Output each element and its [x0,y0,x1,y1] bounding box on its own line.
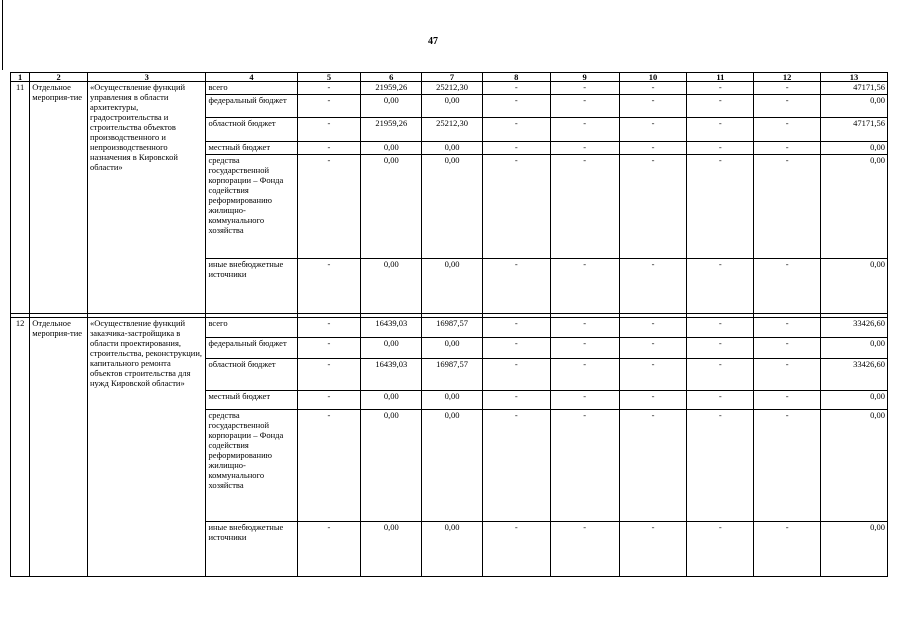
funding-source: средства государственной корпорации – Фонда содействия реформированию жилищно-коммунального хозяйства [206,155,297,259]
value-cell-c11: - [687,359,754,391]
value-cell-c6: 0,00 [361,259,422,314]
value-cell-c6: 16439,03 [361,318,422,338]
value-cell-c5: - [297,391,361,410]
value-cell-c9: - [550,95,619,118]
table-row [11,318,888,338]
funding-source: местный бюджет [206,142,297,155]
value-cell-c13: 0,00 [821,259,888,314]
value-cell-c12: - [754,359,821,391]
value-cell-c10: - [619,95,687,118]
page-edge-line [2,0,3,70]
value-cell-c8: - [482,82,550,95]
value-cell-c11: - [687,410,754,522]
value-cell-c8: - [482,259,550,314]
value-cell-c7: 25212,30 [422,118,483,142]
value-cell-c11: - [687,95,754,118]
value-cell-c7: 0,00 [422,522,483,577]
value-cell-c10: - [619,82,687,95]
value-cell-c13: 0,00 [821,155,888,259]
value-cell-c10: - [619,142,687,155]
value-cell-c8: - [482,155,550,259]
value-cell-c13: 33426,60 [821,318,888,338]
value-cell-c5: - [297,338,361,359]
value-cell-c12: - [754,142,821,155]
value-cell-c5: - [297,155,361,259]
table-row [11,82,888,95]
item-number: 11 [11,82,30,314]
col-header: 4 [206,73,297,82]
funding-source: средства государственной корпорации – Фонда содействия реформированию жилищно-коммунального хозяйства [206,410,297,522]
item-name: «Осуществление функций заказчика-застройщика в области проектирования, строительства, реконструкции, капитального ремонта объектов строительства для нужд Кировской области» [87,318,205,577]
value-cell-c9: - [550,82,619,95]
value-cell-c11: - [687,391,754,410]
value-cell-c6: 0,00 [361,410,422,522]
value-cell-c13: 0,00 [821,95,888,118]
value-cell-c7: 0,00 [422,142,483,155]
funding-source: всего [206,82,297,95]
col-header: 10 [619,73,687,82]
col-header: 5 [297,73,361,82]
value-cell-c12: - [754,118,821,142]
item-type: Отдельное мероприя-тие [30,318,88,577]
col-header: 11 [687,73,754,82]
value-cell-c5: - [297,259,361,314]
value-cell-c8: - [482,410,550,522]
value-cell-c13: 47171,56 [821,118,888,142]
item-number: 12 [11,318,30,577]
value-cell-c7: 0,00 [422,391,483,410]
value-cell-c5: - [297,82,361,95]
value-cell-c7: 0,00 [422,410,483,522]
column-number-row [11,73,888,82]
value-cell-c12: - [754,410,821,522]
col-header: 6 [361,73,422,82]
value-cell-c8: - [482,318,550,338]
value-cell-c10: - [619,118,687,142]
value-cell-c5: - [297,118,361,142]
col-header: 3 [87,73,205,82]
value-cell-c11: - [687,522,754,577]
value-cell-c9: - [550,155,619,259]
value-cell-c8: - [482,142,550,155]
value-cell-c12: - [754,338,821,359]
value-cell-c11: - [687,118,754,142]
value-cell-c6: 0,00 [361,95,422,118]
value-cell-c8: - [482,359,550,391]
value-cell-c10: - [619,410,687,522]
col-header: 12 [754,73,821,82]
value-cell-c5: - [297,522,361,577]
value-cell-c13: 0,00 [821,391,888,410]
value-cell-c13: 0,00 [821,338,888,359]
value-cell-c11: - [687,82,754,95]
value-cell-c11: - [687,142,754,155]
value-cell-c12: - [754,95,821,118]
col-header: 2 [30,73,88,82]
value-cell-c10: - [619,338,687,359]
funding-source: местный бюджет [206,391,297,410]
value-cell-c10: - [619,259,687,314]
page-number: 47 [428,36,438,47]
value-cell-c11: - [687,318,754,338]
value-cell-c7: 16987,57 [422,359,483,391]
value-cell-c7: 0,00 [422,338,483,359]
col-header: 9 [550,73,619,82]
value-cell-c13: 47171,56 [821,82,888,95]
value-cell-c13: 0,00 [821,142,888,155]
value-cell-c10: - [619,391,687,410]
value-cell-c7: 0,00 [422,95,483,118]
value-cell-c12: - [754,155,821,259]
value-cell-c9: - [550,118,619,142]
col-header: 7 [422,73,483,82]
value-cell-c13: 33426,60 [821,359,888,391]
value-cell-c7: 25212,30 [422,82,483,95]
value-cell-c9: - [550,391,619,410]
value-cell-c6: 0,00 [361,391,422,410]
value-cell-c12: - [754,318,821,338]
col-header: 13 [821,73,888,82]
value-cell-c11: - [687,155,754,259]
value-cell-c12: - [754,259,821,314]
value-cell-c9: - [550,142,619,155]
value-cell-c8: - [482,522,550,577]
value-cell-c10: - [619,155,687,259]
value-cell-c9: - [550,410,619,522]
funding-source: федеральный бюджет [206,338,297,359]
value-cell-c12: - [754,391,821,410]
value-cell-c9: - [550,259,619,314]
value-cell-c5: - [297,318,361,338]
value-cell-c7: 0,00 [422,259,483,314]
value-cell-c11: - [687,338,754,359]
funding-source: областной бюджет [206,118,297,142]
value-cell-c5: - [297,142,361,155]
value-cell-c6: 0,00 [361,155,422,259]
funding-source: всего [206,318,297,338]
value-cell-c6: 21959,26 [361,82,422,95]
value-cell-c6: 0,00 [361,338,422,359]
value-cell-c8: - [482,95,550,118]
col-header: 1 [11,73,30,82]
value-cell-c7: 0,00 [422,155,483,259]
funding-source: областной бюджет [206,359,297,391]
value-cell-c9: - [550,359,619,391]
value-cell-c9: - [550,522,619,577]
funding-source: иные внебюджетные источники [206,259,297,314]
value-cell-c8: - [482,391,550,410]
item-name: «Осуществление функций управления в области архитектуры, градостроительства и строительства объектов производственного и непроизводственного назначения в Кировской области» [87,82,205,314]
funding-source: иные внебюджетные источники [206,522,297,577]
value-cell-c10: - [619,522,687,577]
value-cell-c5: - [297,410,361,522]
item-type: Отдельное мероприя-тие [30,82,88,314]
value-cell-c10: - [619,359,687,391]
value-cell-c10: - [619,318,687,338]
value-cell-c7: 16987,57 [422,318,483,338]
col-header: 8 [482,73,550,82]
value-cell-c8: - [482,338,550,359]
value-cell-c12: - [754,82,821,95]
value-cell-c6: 0,00 [361,142,422,155]
budget-table [10,72,888,577]
value-cell-c9: - [550,318,619,338]
value-cell-c13: 0,00 [821,522,888,577]
funding-source: федеральный бюджет [206,95,297,118]
value-cell-c6: 16439,03 [361,359,422,391]
value-cell-c9: - [550,338,619,359]
value-cell-c11: - [687,259,754,314]
value-cell-c13: 0,00 [821,410,888,522]
value-cell-c8: - [482,118,550,142]
value-cell-c6: 0,00 [361,522,422,577]
value-cell-c5: - [297,95,361,118]
value-cell-c12: - [754,522,821,577]
value-cell-c6: 21959,26 [361,118,422,142]
value-cell-c5: - [297,359,361,391]
